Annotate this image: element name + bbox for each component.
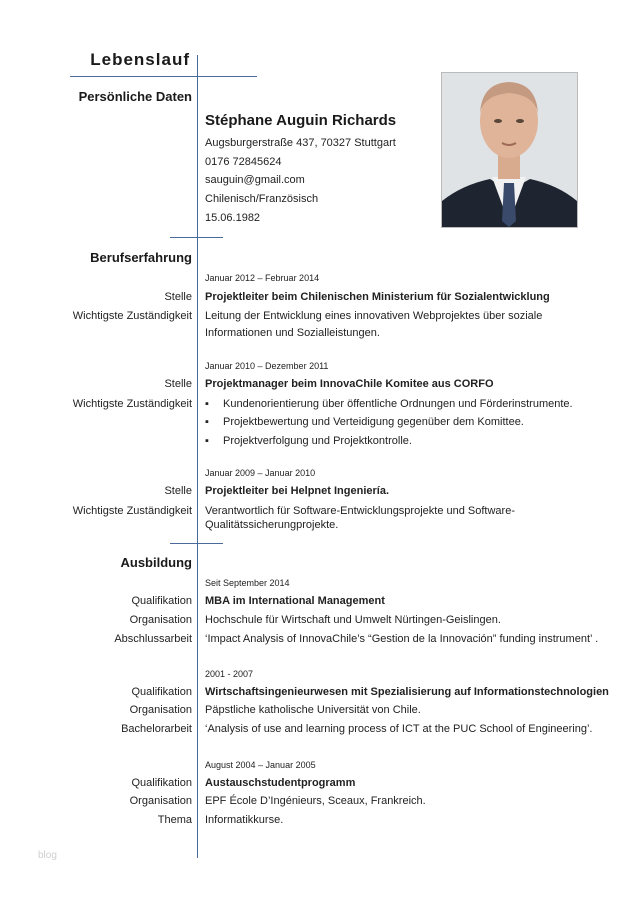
timeline-divider — [197, 55, 198, 858]
job-role: Projektleiter beim Chilenischen Ministerium für Sozialentwicklung — [205, 291, 550, 303]
job-role: Projektleiter bei Helpnet Ingeniería. — [205, 485, 389, 497]
duty-bullet: ▪ Projektbewertung und Verteidigung gegenüber dem Komittee. — [205, 416, 524, 428]
person-name: Stéphane Auguin Richards — [205, 112, 397, 129]
edu-thesis: ‘Impact Analysis of InnovaChile’s “Gestion de la Innovación” funding instrument’ . — [205, 633, 599, 645]
job-duties-label: Wichtigste Zuständigkeit — [72, 505, 192, 517]
edu-label: Thema — [157, 814, 192, 826]
job-date: Januar 2010 – Dezember 2011 — [205, 361, 329, 371]
edu-date: August 2004 – Januar 2005 — [205, 760, 316, 770]
edu-label: Bachelorarbeit — [121, 723, 192, 735]
portrait-illustration — [442, 73, 577, 227]
watermark: blog — [38, 850, 57, 861]
edu-qualification: Wirtschaftsingenieurwesen mit Spezialisierung auf Informationstechnologien — [205, 686, 609, 698]
edu-organisation: Hochschule für Wirtschaft und Umwelt Nürtingen-Geislingen. — [205, 614, 501, 626]
job-role-label: Stelle — [164, 378, 192, 390]
job-duties: Leitung der Entwicklung eines innovativen Webprojektes über soziale — [205, 310, 543, 322]
edu-topic: Informatikkurse. — [205, 814, 284, 826]
job-role-label: Stelle — [164, 485, 192, 497]
edu-qualification: Austauschstudentprogramm — [205, 777, 356, 789]
job-duties: Verantwortlich für Software-Entwicklungsprojekte und Software- — [205, 505, 515, 517]
section-rule-education — [170, 543, 223, 544]
birthdate: 15.06.1982 — [205, 212, 261, 224]
job-role-label: Stelle — [164, 291, 192, 303]
edu-label: Qualifikation — [131, 777, 192, 789]
edu-date: 2001 - 2007 — [205, 669, 254, 679]
edu-organisation: Päpstliche katholische Universität von Chile. — [205, 704, 421, 716]
edu-qualification: MBA im International Management — [205, 595, 385, 607]
edu-thesis: ‘Analysis of use and learning process of ICT at the PUC School of Engineering’. — [205, 723, 593, 735]
job-duties: Qualitätssicherungprojekte. — [205, 519, 339, 531]
job-date: Januar 2009 – Januar 2010 — [205, 468, 316, 478]
duty-bullet: ▪ Projektverfolgung und Projektkontrolle. — [205, 435, 412, 447]
edu-label: Organisation — [129, 704, 192, 716]
edu-organisation: EPF École D’Ingénieurs, Sceaux, Frankreich. — [205, 795, 426, 807]
edu-date: Seit September 2014 — [205, 578, 290, 588]
portrait-photo — [441, 72, 578, 228]
section-rule-experience — [170, 237, 223, 238]
section-heading-experience: Berufserfahrung — [90, 250, 192, 265]
bullet-icon: ▪ — [205, 435, 209, 447]
edu-label: Organisation — [129, 614, 192, 626]
address: Augsburgerstraße 437, 70327 Stuttgart — [205, 137, 396, 149]
job-duties-label: Wichtigste Zuständigkeit — [72, 310, 192, 322]
phone: 0176 72845624 — [205, 156, 282, 168]
job-duties: Informationen und Sozialleistungen. — [205, 327, 380, 339]
bullet-icon: ▪ — [205, 398, 209, 410]
job-date: Januar 2012 – Februar 2014 — [205, 273, 320, 283]
job-duties-label: Wichtigste Zuständigkeit — [72, 398, 192, 410]
page-title: Lebenslauf — [90, 50, 190, 69]
edu-label: Qualifikation — [131, 595, 192, 607]
title-underline — [70, 76, 257, 77]
job-role: Projektmanager beim InnovaChile Komitee aus CORFO — [205, 378, 494, 390]
section-heading-education: Ausbildung — [120, 555, 192, 570]
edu-label: Organisation — [129, 795, 192, 807]
section-heading-personal: Persönliche Daten — [78, 89, 192, 104]
duty-bullet: ▪ Kundenorientierung über öffentliche Ordnungen und Förderinstrumente. — [205, 398, 573, 410]
bullet-icon: ▪ — [205, 416, 209, 428]
edu-label: Abschlussarbeit — [114, 633, 192, 645]
nationality: Chilenisch/Französisch — [205, 193, 319, 205]
edu-label: Qualifikation — [131, 686, 192, 698]
email: sauguin@gmail.com — [205, 174, 305, 186]
